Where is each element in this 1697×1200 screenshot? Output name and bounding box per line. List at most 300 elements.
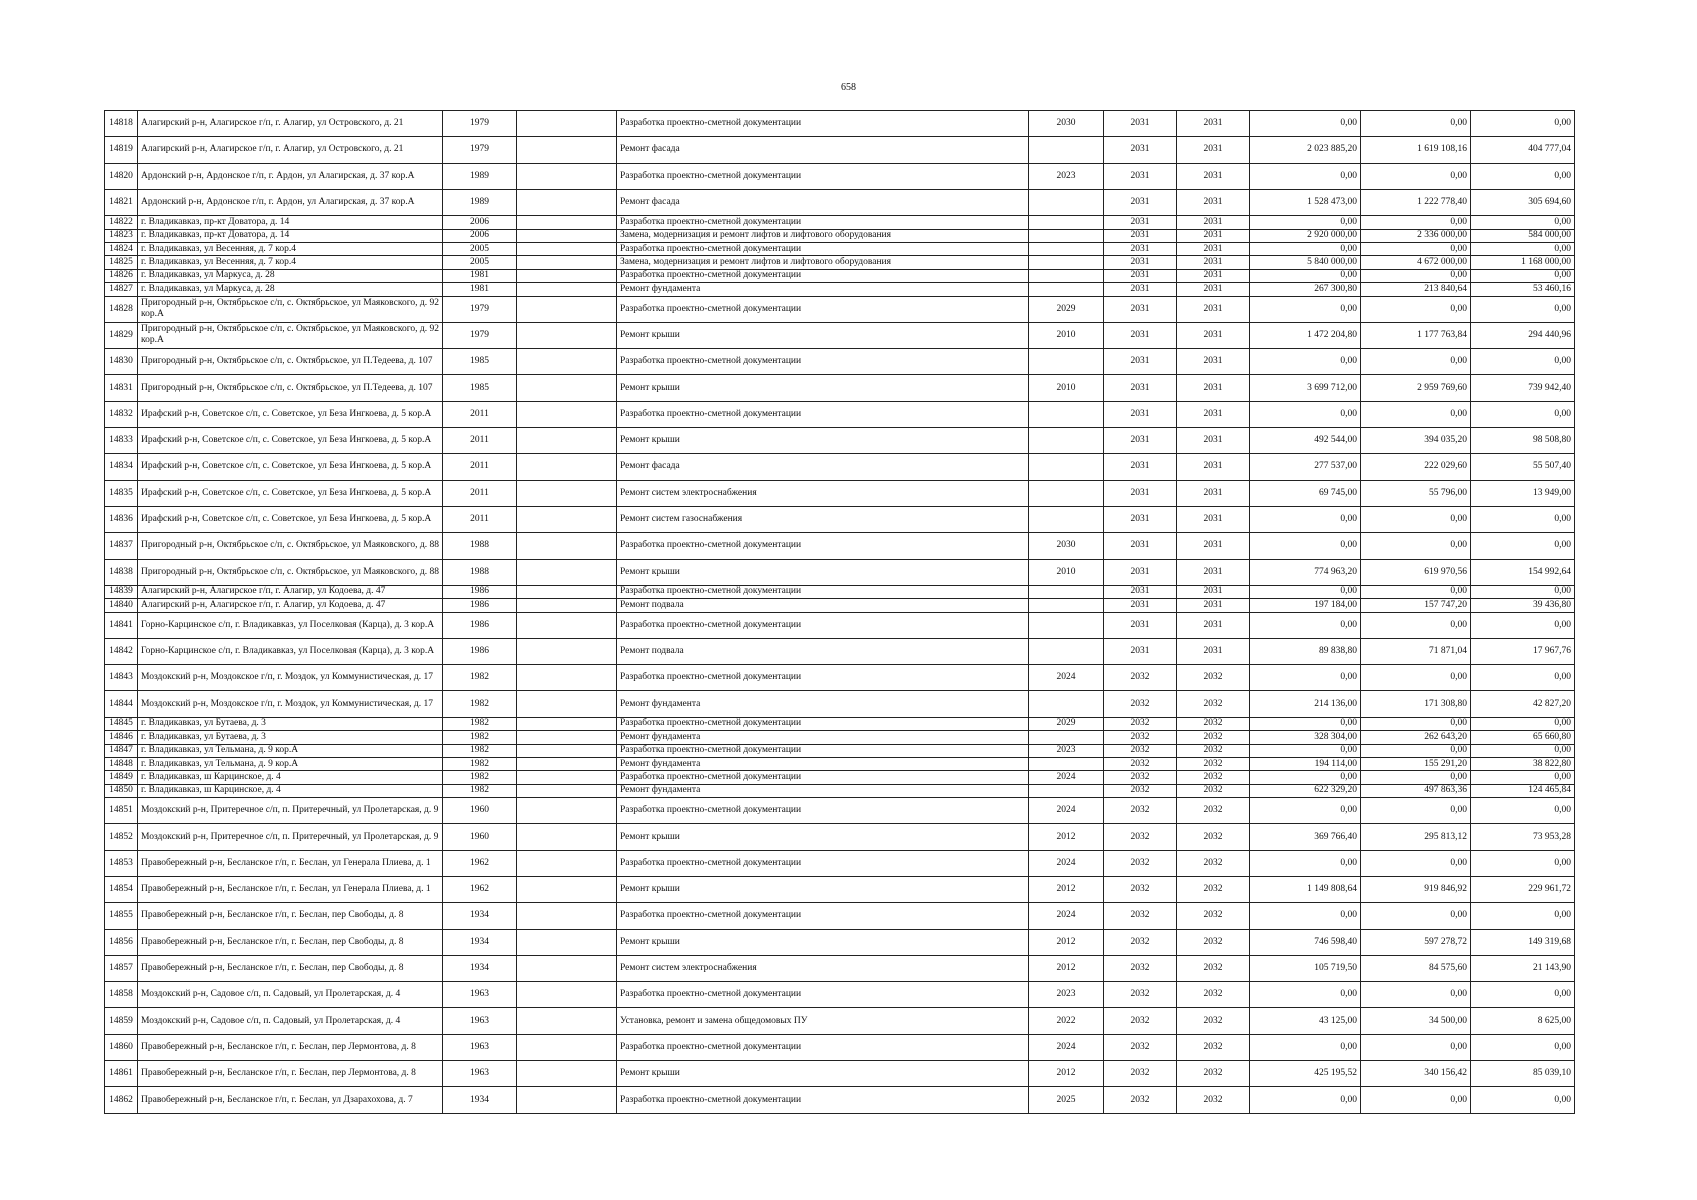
last-repair-year-cell: 2023: [1029, 744, 1104, 757]
address-cell: Ирафский р-н, Советское с/п, с. Советское, ул Беза Ингкоева, д. 5 кор.А: [138, 401, 443, 427]
address-cell: Алагирский р-н, Алагирское г/п, г. Алагир, ул Кодоева, д. 47: [138, 599, 443, 612]
build-year-cell: 1982: [443, 771, 517, 784]
row-number-cell: 14827: [105, 283, 138, 296]
build-year-cell: 2011: [443, 506, 517, 532]
plan-year-to-cell: 2031: [1177, 638, 1250, 664]
plan-year-to-cell: 2031: [1177, 349, 1250, 375]
build-year-cell: 1963: [443, 1061, 517, 1087]
last-repair-year-cell: [1029, 638, 1104, 664]
plan-year-from-cell: 2031: [1104, 533, 1177, 559]
plan-year-from-cell: 2031: [1104, 269, 1177, 282]
address-cell: г. Владикавказ, ш Карцинское, д. 4: [138, 784, 443, 797]
row-number-cell: 14841: [105, 612, 138, 638]
address-cell: Пригородный р-н, Октябрьское с/п, с. Октябрьское, ул Маяковского, д. 92 кор.А: [138, 296, 443, 322]
total-cost-cell: 0,00: [1250, 216, 1361, 229]
build-year-cell: 1979: [443, 322, 517, 348]
plan-year-from-cell: 2032: [1104, 784, 1177, 797]
last-repair-year-cell: [1029, 731, 1104, 744]
cost-share-2-cell: 0,00: [1471, 296, 1575, 322]
build-year-cell: 1986: [443, 599, 517, 612]
cost-share-1-cell: 0,00: [1361, 1087, 1471, 1113]
plan-year-from-cell: 2031: [1104, 242, 1177, 255]
plan-year-from-cell: 2031: [1104, 283, 1177, 296]
empty-cell: [517, 296, 617, 322]
address-cell: Ардонский р-н, Ардонское г/п, г. Ардон, ул Алагирская, д. 37 кор.А: [138, 189, 443, 215]
empty-cell: [517, 533, 617, 559]
plan-year-to-cell: 2031: [1177, 533, 1250, 559]
total-cost-cell: 89 838,80: [1250, 638, 1361, 664]
plan-year-to-cell: 2031: [1177, 137, 1250, 163]
work-type-cell: Ремонт фасада: [617, 137, 1029, 163]
cost-share-2-cell: 8 625,00: [1471, 1008, 1575, 1034]
plan-year-from-cell: 2032: [1104, 744, 1177, 757]
last-repair-year-cell: [1029, 269, 1104, 282]
row-number-cell: 14847: [105, 744, 138, 757]
cost-share-1-cell: 0,00: [1361, 850, 1471, 876]
cost-share-2-cell: 0,00: [1471, 349, 1575, 375]
plan-year-to-cell: 2032: [1177, 771, 1250, 784]
empty-cell: [517, 982, 617, 1008]
row-number-cell: 14823: [105, 229, 138, 242]
plan-year-from-cell: 2032: [1104, 1087, 1177, 1113]
cost-share-1-cell: 0,00: [1361, 216, 1471, 229]
address-cell: Пригородный р-н, Октябрьское с/п, с. Октябрьское, ул Маяковского, д. 88: [138, 559, 443, 585]
work-type-cell: Ремонт крыши: [617, 559, 1029, 585]
empty-cell: [517, 137, 617, 163]
work-type-cell: Замена, модернизация и ремонт лифтов и лифтового оборудования: [617, 256, 1029, 269]
table-row: [105, 982, 1575, 1008]
cost-share-1-cell: 340 156,42: [1361, 1061, 1471, 1087]
table-row: [105, 269, 1575, 282]
cost-share-1-cell: 0,00: [1361, 269, 1471, 282]
table-row: [105, 229, 1575, 242]
empty-cell: [517, 771, 617, 784]
row-number-cell: 14826: [105, 269, 138, 282]
table-row: [105, 163, 1575, 189]
row-number-cell: 14842: [105, 638, 138, 664]
table-row: [105, 559, 1575, 585]
cost-share-1-cell: 171 308,80: [1361, 691, 1471, 717]
empty-cell: [517, 691, 617, 717]
plan-year-from-cell: 2031: [1104, 638, 1177, 664]
address-cell: г. Владикавказ, ш Карцинское, д. 4: [138, 771, 443, 784]
row-number-cell: 14831: [105, 375, 138, 401]
work-type-cell: Разработка проектно-сметной документации: [617, 242, 1029, 255]
plan-year-from-cell: 2032: [1104, 691, 1177, 717]
table-row: [105, 1061, 1575, 1087]
plan-year-to-cell: 2031: [1177, 454, 1250, 480]
cost-share-1-cell: 0,00: [1361, 717, 1471, 730]
build-year-cell: 2006: [443, 229, 517, 242]
empty-cell: [517, 283, 617, 296]
empty-cell: [517, 229, 617, 242]
empty-cell: [517, 401, 617, 427]
cost-share-2-cell: 124 465,84: [1471, 784, 1575, 797]
plan-year-from-cell: 2032: [1104, 955, 1177, 981]
work-type-cell: Разработка проектно-сметной документации: [617, 349, 1029, 375]
address-cell: Пригородный р-н, Октябрьское с/п, с. Октябрьское, ул П.Тедеева, д. 107: [138, 349, 443, 375]
row-number-cell: 14861: [105, 1061, 138, 1087]
table-row: [105, 401, 1575, 427]
build-year-cell: 1982: [443, 717, 517, 730]
cost-share-2-cell: 0,00: [1471, 798, 1575, 824]
cost-share-2-cell: 0,00: [1471, 585, 1575, 598]
last-repair-year-cell: [1029, 784, 1104, 797]
empty-cell: [517, 612, 617, 638]
last-repair-year-cell: 2030: [1029, 533, 1104, 559]
work-type-cell: Ремонт подвала: [617, 638, 1029, 664]
empty-cell: [517, 877, 617, 903]
empty-cell: [517, 322, 617, 348]
row-number-cell: 14850: [105, 784, 138, 797]
table-row: [105, 480, 1575, 506]
empty-cell: [517, 1061, 617, 1087]
cost-share-2-cell: 1 168 000,00: [1471, 256, 1575, 269]
plan-year-to-cell: 2032: [1177, 1034, 1250, 1060]
table-row: [105, 137, 1575, 163]
cost-share-2-cell: 0,00: [1471, 850, 1575, 876]
empty-cell: [517, 163, 617, 189]
cost-share-2-cell: 0,00: [1471, 771, 1575, 784]
plan-year-to-cell: 2031: [1177, 283, 1250, 296]
table-row: [105, 216, 1575, 229]
address-cell: Правобережный р-н, Бесланское г/п, г. Беслан, пер Лермонтова, д. 8: [138, 1061, 443, 1087]
row-number-cell: 14832: [105, 401, 138, 427]
plan-year-to-cell: 2031: [1177, 269, 1250, 282]
total-cost-cell: 277 537,00: [1250, 454, 1361, 480]
total-cost-cell: 369 766,40: [1250, 824, 1361, 850]
total-cost-cell: 0,00: [1250, 1034, 1361, 1060]
cost-share-1-cell: 0,00: [1361, 798, 1471, 824]
build-year-cell: 1986: [443, 585, 517, 598]
plan-year-to-cell: 2031: [1177, 296, 1250, 322]
build-year-cell: 1986: [443, 612, 517, 638]
plan-year-to-cell: 2031: [1177, 401, 1250, 427]
empty-cell: [517, 903, 617, 929]
address-cell: Моздокский р-н, Притеречное с/п, п. Притеречный, ул Пролетарская, д. 9: [138, 798, 443, 824]
row-number-cell: 14846: [105, 731, 138, 744]
table-row: [105, 1008, 1575, 1034]
plan-year-from-cell: 2031: [1104, 480, 1177, 506]
last-repair-year-cell: [1029, 242, 1104, 255]
plan-year-from-cell: 2031: [1104, 349, 1177, 375]
total-cost-cell: 0,00: [1250, 798, 1361, 824]
work-type-cell: Ремонт систем электроснабжения: [617, 955, 1029, 981]
empty-cell: [517, 824, 617, 850]
cost-share-1-cell: 0,00: [1361, 982, 1471, 1008]
work-type-cell: Ремонт крыши: [617, 322, 1029, 348]
last-repair-year-cell: 2012: [1029, 1061, 1104, 1087]
last-repair-year-cell: 2010: [1029, 559, 1104, 585]
cost-share-1-cell: 0,00: [1361, 296, 1471, 322]
row-number-cell: 14856: [105, 929, 138, 955]
total-cost-cell: 1 528 473,00: [1250, 189, 1361, 215]
cost-share-2-cell: 13 949,00: [1471, 480, 1575, 506]
table-row: [105, 585, 1575, 598]
total-cost-cell: 43 125,00: [1250, 1008, 1361, 1034]
row-number-cell: 14852: [105, 824, 138, 850]
work-type-cell: Замена, модернизация и ремонт лифтов и лифтового оборудования: [617, 229, 1029, 242]
address-cell: г. Владикавказ, ул Тельмана, д. 9 кор.А: [138, 744, 443, 757]
cost-share-2-cell: 0,00: [1471, 903, 1575, 929]
total-cost-cell: 0,00: [1250, 533, 1361, 559]
last-repair-year-cell: 2024: [1029, 798, 1104, 824]
plan-year-to-cell: 2031: [1177, 612, 1250, 638]
build-year-cell: 2011: [443, 428, 517, 454]
last-repair-year-cell: 2029: [1029, 717, 1104, 730]
cost-share-2-cell: 149 319,68: [1471, 929, 1575, 955]
total-cost-cell: 0,00: [1250, 1087, 1361, 1113]
plan-year-to-cell: 2031: [1177, 216, 1250, 229]
cost-share-1-cell: 1 222 778,40: [1361, 189, 1471, 215]
build-year-cell: 1979: [443, 111, 517, 137]
plan-year-from-cell: 2031: [1104, 401, 1177, 427]
empty-cell: [517, 111, 617, 137]
work-type-cell: Разработка проектно-сметной документации: [617, 798, 1029, 824]
plan-year-to-cell: 2031: [1177, 322, 1250, 348]
plan-year-to-cell: 2031: [1177, 111, 1250, 137]
last-repair-year-cell: [1029, 256, 1104, 269]
row-number-cell: 14845: [105, 717, 138, 730]
last-repair-year-cell: 2029: [1029, 296, 1104, 322]
work-type-cell: Ремонт систем электроснабжения: [617, 480, 1029, 506]
work-type-cell: Разработка проектно-сметной документации: [617, 296, 1029, 322]
total-cost-cell: 0,00: [1250, 850, 1361, 876]
address-cell: г. Владикавказ, ул Весенняя, д. 7 кор.4: [138, 256, 443, 269]
work-type-cell: Разработка проектно-сметной документации: [617, 665, 1029, 691]
last-repair-year-cell: 2010: [1029, 322, 1104, 348]
address-cell: Моздокский р-н, Садовое с/п, п. Садовый, ул Пролетарская, д. 4: [138, 982, 443, 1008]
address-cell: Алагирский р-н, Алагирское г/п, г. Алагир, ул Островского, д. 21: [138, 111, 443, 137]
last-repair-year-cell: 2023: [1029, 982, 1104, 1008]
total-cost-cell: 0,00: [1250, 771, 1361, 784]
build-year-cell: 1988: [443, 559, 517, 585]
cost-share-1-cell: 0,00: [1361, 242, 1471, 255]
total-cost-cell: 0,00: [1250, 269, 1361, 282]
build-year-cell: 1986: [443, 638, 517, 664]
last-repair-year-cell: 2012: [1029, 955, 1104, 981]
cost-share-1-cell: 71 871,04: [1361, 638, 1471, 664]
table-row: [105, 784, 1575, 797]
address-cell: г. Владикавказ, ул Бутаева, д. 3: [138, 731, 443, 744]
plan-year-from-cell: 2032: [1104, 982, 1177, 1008]
empty-cell: [517, 375, 617, 401]
cost-share-2-cell: 0,00: [1471, 401, 1575, 427]
empty-cell: [517, 256, 617, 269]
last-repair-year-cell: 2025: [1029, 1087, 1104, 1113]
cost-share-1-cell: 919 846,92: [1361, 877, 1471, 903]
plan-year-to-cell: 2031: [1177, 242, 1250, 255]
plan-year-from-cell: 2031: [1104, 216, 1177, 229]
work-type-cell: Ремонт крыши: [617, 877, 1029, 903]
table-row: [105, 1087, 1575, 1113]
cost-share-1-cell: 55 796,00: [1361, 480, 1471, 506]
work-type-cell: Разработка проектно-сметной документации: [617, 401, 1029, 427]
total-cost-cell: 0,00: [1250, 665, 1361, 691]
cost-share-1-cell: 0,00: [1361, 533, 1471, 559]
table-row: [105, 296, 1575, 322]
row-number-cell: 14830: [105, 349, 138, 375]
build-year-cell: 1979: [443, 137, 517, 163]
cost-share-1-cell: 0,00: [1361, 1034, 1471, 1060]
row-number-cell: 14853: [105, 850, 138, 876]
row-number-cell: 14825: [105, 256, 138, 269]
empty-cell: [517, 955, 617, 981]
row-number-cell: 14828: [105, 296, 138, 322]
cost-share-1-cell: 597 278,72: [1361, 929, 1471, 955]
work-type-cell: Разработка проектно-сметной документации: [617, 269, 1029, 282]
row-number-cell: 14833: [105, 428, 138, 454]
cost-share-2-cell: 65 660,80: [1471, 731, 1575, 744]
empty-cell: [517, 638, 617, 664]
last-repair-year-cell: [1029, 428, 1104, 454]
address-cell: Алагирский р-н, Алагирское г/п, г. Алагир, ул Островского, д. 21: [138, 137, 443, 163]
total-cost-cell: 0,00: [1250, 111, 1361, 137]
cost-share-1-cell: 497 863,36: [1361, 784, 1471, 797]
work-type-cell: Разработка проектно-сметной документации: [617, 1087, 1029, 1113]
table-row: [105, 428, 1575, 454]
table-row: [105, 717, 1575, 730]
cost-share-2-cell: 53 460,16: [1471, 283, 1575, 296]
cost-share-1-cell: 222 029,60: [1361, 454, 1471, 480]
plan-year-to-cell: 2032: [1177, 1008, 1250, 1034]
address-cell: Моздокский р-н, Садовое с/п, п. Садовый, ул Пролетарская, д. 4: [138, 1008, 443, 1034]
build-year-cell: 1934: [443, 929, 517, 955]
work-type-cell: Ремонт крыши: [617, 929, 1029, 955]
plan-year-to-cell: 2032: [1177, 1061, 1250, 1087]
work-type-cell: Ремонт фундамента: [617, 691, 1029, 717]
work-type-cell: Разработка проектно-сметной документации: [617, 903, 1029, 929]
last-repair-year-cell: [1029, 189, 1104, 215]
address-cell: Моздокский р-н, Притеречное с/п, п. Притеречный, ул Пролетарская, д. 9: [138, 824, 443, 850]
last-repair-year-cell: [1029, 349, 1104, 375]
total-cost-cell: 69 745,00: [1250, 480, 1361, 506]
address-cell: Ирафский р-н, Советское с/п, с. Советское, ул Беза Ингкоева, д. 5 кор.А: [138, 454, 443, 480]
last-repair-year-cell: 2022: [1029, 1008, 1104, 1034]
table-row: [105, 903, 1575, 929]
cost-share-1-cell: 394 035,20: [1361, 428, 1471, 454]
last-repair-year-cell: 2010: [1029, 375, 1104, 401]
total-cost-cell: 2 023 885,20: [1250, 137, 1361, 163]
plan-year-from-cell: 2031: [1104, 506, 1177, 532]
cost-share-2-cell: 0,00: [1471, 506, 1575, 532]
plan-year-to-cell: 2032: [1177, 929, 1250, 955]
address-cell: Правобережный р-н, Бесланское г/п, г. Беслан, пер Свободы, д. 8: [138, 955, 443, 981]
work-type-cell: Ремонт систем газоснабжения: [617, 506, 1029, 532]
cost-share-2-cell: 38 822,80: [1471, 757, 1575, 770]
last-repair-year-cell: [1029, 585, 1104, 598]
total-cost-cell: 746 598,40: [1250, 929, 1361, 955]
build-year-cell: 1989: [443, 189, 517, 215]
row-number-cell: 14840: [105, 599, 138, 612]
page-number: 658: [841, 82, 856, 93]
row-number-cell: 14851: [105, 798, 138, 824]
address-cell: Правобережный р-н, Бесланское г/п, г. Беслан, ул Генерала Плиева, д. 1: [138, 850, 443, 876]
plan-year-to-cell: 2031: [1177, 559, 1250, 585]
last-repair-year-cell: [1029, 599, 1104, 612]
work-type-cell: Разработка проектно-сметной документации: [617, 585, 1029, 598]
total-cost-cell: 0,00: [1250, 717, 1361, 730]
plan-year-to-cell: 2032: [1177, 717, 1250, 730]
total-cost-cell: 425 195,52: [1250, 1061, 1361, 1087]
total-cost-cell: 328 304,00: [1250, 731, 1361, 744]
plan-year-to-cell: 2032: [1177, 1087, 1250, 1113]
cost-share-2-cell: 17 967,76: [1471, 638, 1575, 664]
table-row: [105, 111, 1575, 137]
plan-year-to-cell: 2032: [1177, 691, 1250, 717]
last-repair-year-cell: [1029, 229, 1104, 242]
plan-year-to-cell: 2031: [1177, 375, 1250, 401]
plan-year-from-cell: 2031: [1104, 322, 1177, 348]
work-type-cell: Ремонт подвала: [617, 599, 1029, 612]
build-year-cell: 2005: [443, 256, 517, 269]
cost-share-1-cell: 157 747,20: [1361, 599, 1471, 612]
build-year-cell: 1962: [443, 877, 517, 903]
row-number-cell: 14819: [105, 137, 138, 163]
table-row: [105, 256, 1575, 269]
last-repair-year-cell: [1029, 691, 1104, 717]
last-repair-year-cell: 2012: [1029, 877, 1104, 903]
total-cost-cell: 194 114,00: [1250, 757, 1361, 770]
total-cost-cell: 1 472 204,80: [1250, 322, 1361, 348]
address-cell: г. Владикавказ, ул Маркуса, д. 28: [138, 269, 443, 282]
build-year-cell: 1979: [443, 296, 517, 322]
total-cost-cell: 0,00: [1250, 296, 1361, 322]
total-cost-cell: 0,00: [1250, 242, 1361, 255]
empty-cell: [517, 798, 617, 824]
plan-year-from-cell: 2032: [1104, 757, 1177, 770]
cost-share-1-cell: 262 643,20: [1361, 731, 1471, 744]
table-row: [105, 955, 1575, 981]
total-cost-cell: 197 184,00: [1250, 599, 1361, 612]
cost-share-1-cell: 1 619 108,16: [1361, 137, 1471, 163]
table-row: [105, 798, 1575, 824]
cost-share-1-cell: 84 575,60: [1361, 955, 1471, 981]
total-cost-cell: 267 300,80: [1250, 283, 1361, 296]
empty-cell: [517, 189, 617, 215]
address-cell: Ардонский р-н, Ардонское г/п, г. Ардон, ул Алагирская, д. 37 кор.А: [138, 163, 443, 189]
table-row: [105, 665, 1575, 691]
plan-year-from-cell: 2031: [1104, 612, 1177, 638]
cost-share-2-cell: 0,00: [1471, 982, 1575, 1008]
row-number-cell: 14843: [105, 665, 138, 691]
row-number-cell: 14862: [105, 1087, 138, 1113]
empty-cell: [517, 216, 617, 229]
table-row: [105, 757, 1575, 770]
last-repair-year-cell: 2023: [1029, 163, 1104, 189]
empty-cell: [517, 757, 617, 770]
cost-share-1-cell: 213 840,64: [1361, 283, 1471, 296]
work-type-cell: Разработка проектно-сметной документации: [617, 612, 1029, 638]
row-number-cell: 14860: [105, 1034, 138, 1060]
plan-year-from-cell: 2032: [1104, 850, 1177, 876]
build-year-cell: 1982: [443, 744, 517, 757]
build-year-cell: 1962: [443, 850, 517, 876]
build-year-cell: 1963: [443, 1034, 517, 1060]
last-repair-year-cell: [1029, 480, 1104, 506]
plan-year-from-cell: 2031: [1104, 229, 1177, 242]
plan-year-to-cell: 2032: [1177, 665, 1250, 691]
build-year-cell: 1963: [443, 982, 517, 1008]
total-cost-cell: 0,00: [1250, 163, 1361, 189]
cost-share-2-cell: 0,00: [1471, 242, 1575, 255]
plan-year-to-cell: 2031: [1177, 506, 1250, 532]
address-cell: Правобережный р-н, Бесланское г/п, г. Беслан, ул Дзарахохова, д. 7: [138, 1087, 443, 1113]
last-repair-year-cell: [1029, 401, 1104, 427]
table-row: [105, 322, 1575, 348]
build-year-cell: 1934: [443, 903, 517, 929]
row-number-cell: 14829: [105, 322, 138, 348]
